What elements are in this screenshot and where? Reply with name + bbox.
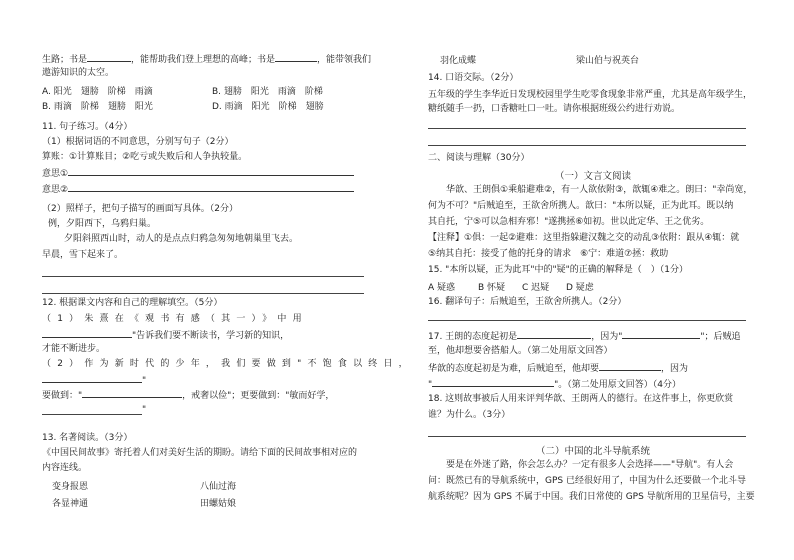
q13-row1 [42, 479, 362, 491]
q12-part2-line2: " [42, 373, 146, 387]
answer-blank[interactable] [622, 329, 700, 339]
q11-meaning2: 意思② [42, 182, 354, 196]
q10-options-row1 [42, 84, 362, 96]
q14-text2: 糖纸随手一扔，口香糖吐口一吐。请你根据班级公约进行劝说。 [428, 104, 681, 114]
answer-blank[interactable] [68, 166, 354, 176]
q12-part2-line3: 要做到：" ，戒奢以俭"；更要做到："敏而好学， [42, 388, 334, 402]
q17-line4: " "。（第二处用原文回答）（4分） [428, 377, 681, 391]
q11-part1: （1）根据词语的不同意思，分别写句子（2分） [42, 137, 234, 147]
answer-blank[interactable] [275, 52, 317, 62]
classic-text-line: 华歆、王朗俱①乘船避难②，有一人欲依附③，歆辄④难之。朗曰："幸尚宽， [446, 185, 753, 195]
q13-title: 13. 名著阅读。（3分） [42, 433, 133, 443]
q13-row3 [428, 53, 758, 65]
section2-2-title: （二）中国的北斗导航系统 [535, 446, 650, 457]
answer-line[interactable] [428, 320, 746, 321]
q16: 16. 翻译句子：后贼追至，王欲舍所携人。（2分） [428, 297, 627, 307]
answer-line[interactable] [428, 128, 746, 129]
option-d[interactable]: D. 雨滴 阳光 阶梯 翅膀 [212, 102, 324, 112]
left-column: 生路；书是 ，能帮助我们登上理想的高峰；书是 ，能带领我们 遨游知识的太空。 A. 阳光 翅膀 阶梯 雨滴 B. 翅膀 阳光 雨滴 阶梯 B. 雨滴 阶梯 翅膀 阳光 D. 雨滴 阳光 阶梯 翅膀 11. 句子练习。（4分） （1）根据词语的不同意思，分别写句子（2分） 算账：①计算账目；②吃亏或失败后和人争执较量。 意思① 意思② （2）照样子，把句子描写的画面写具体。（2分） 例，夕阳西下，乌鸦归巢。 夕阳斜照西山时，动人的是点点归鸦急匆匆地朝巢里飞去。 早晨，雪下起来了。 12. 根据课文内容和自己的理解填空。（5分） （1）朱熹在《观书有感（其一）》中用 "告诉我们要不断读书，学习新的知识， 才能不断进步。 （2）作为新时代的少年，我们要做到"不饱食以终日， " 要做到：" ，戒奢以俭"；更要做到："敏而好学， " 13. 名著阅读。（3分） 《中国民间故事》寄托着人们对美好生活的期盼。请给下面的民间故事相对应的 内容连线。 变身报恩 八仙过海 各显神通 田螺姑娘 [42, 0, 364, 560]
q18-line2: 谁？为什么。（3分） [428, 410, 511, 420]
q14-text1: 五年级的学生李华近日发现校园里学生吃零食现象非常严重，尤其是高年级学生， [428, 90, 753, 100]
story-item[interactable]: 变身报恩 [52, 482, 89, 492]
q11-title: 11. 句子练习。（4分） [42, 122, 133, 132]
q12-part1-line2: "告诉我们要不断读书，学习新的知识， [42, 328, 289, 342]
story-item[interactable]: 各显神通 [52, 499, 89, 509]
answer-line[interactable] [42, 414, 142, 415]
answer-line[interactable] [428, 436, 746, 437]
option-c[interactable]: B. 雨滴 阶梯 翅膀 阳光 [42, 102, 153, 112]
q11-example2: 夕阳斜照西山时，动人的是点点归鸦急匆匆地朝巢里飞去。 [64, 234, 299, 244]
q10-options-row2 [42, 99, 362, 111]
option-d[interactable]: D 疑虑 [566, 283, 594, 293]
answer-blank[interactable] [87, 52, 131, 62]
q13-text1: 《中国民间故事》寄托着人们对美好生活的期盼。请给下面的民间故事相对应的 [42, 448, 358, 458]
q14-title: 14. 口语交际。（2分） [428, 73, 519, 83]
right-column [428, 0, 758, 560]
q11-part2: （2）照样子，把句子描写的画面写具体。（2分） [42, 204, 238, 214]
answer-blank[interactable] [432, 377, 554, 387]
story-item[interactable]: 八仙过海 [200, 482, 237, 492]
beidou-text-line: 问：既然已有的导航系统中，GPS 已经很好用了，中国为什么还要做一个北斗导 [428, 476, 746, 486]
q10-line1: 生路；书是 ，能帮助我们登上理想的高峰；书是 ，能带领我们 [42, 52, 371, 66]
q10-line2: 遨游知识的太空。 [42, 68, 115, 78]
classic-text-line: 其自托，宁⑤可以急相弃邪！"遂携拯⑥如初。世以此定华、王之优劣。 [428, 217, 710, 227]
section2-1-title: （一）文言文阅读 [554, 171, 631, 182]
answer-line[interactable] [42, 276, 364, 277]
note-line: ⑤纳其自托：接受了他的托身的请求 ⑥宁：难道⑦拯：救助 [428, 249, 669, 259]
q13-text2: 内容连线。 [42, 463, 88, 473]
option-a[interactable]: A. 阳光 翅膀 阶梯 雨滴 [42, 87, 153, 97]
option-c[interactable]: C 迟疑 [522, 283, 550, 293]
q11-example1: 例，夕阳西下，乌鸦归巢。 [48, 219, 157, 229]
story-item[interactable]: 梁山伯与祝英台 [576, 56, 640, 66]
classic-text-line: 何为不可？"后贼追至，王欲舍所携人。歆曰："本所以疑，正为此耳。既以纳 [428, 201, 734, 211]
q17-line2: 至，他却想要舍搭船人。（第二处用原文回答） [428, 346, 613, 356]
answer-blank[interactable] [517, 329, 591, 339]
q12-title: 12. 根据课文内容和自己的理解填空。（5分） [42, 298, 223, 308]
story-item[interactable]: 羽化成蝶 [440, 56, 477, 66]
q11-definition: 算账：①计算账目；②吃亏或失败后和人争执较量。 [42, 152, 248, 162]
beidou-text-line: 航系统呢？因为 GPS 不属于中国。我们日常使的 GPS 导航所用的卫星信号，主要 [428, 492, 755, 502]
option-b[interactable]: B. 翅膀 阳光 雨滴 阶梯 [212, 87, 323, 97]
q12-part1-line1: （1）朱熹在《观书有感（其一）》中用 [42, 314, 308, 324]
answer-blank[interactable] [68, 182, 354, 192]
section2-title: 二、阅读与理解（30分） [428, 153, 530, 163]
beidou-text-line: 要是在外迷了路，你会怎么办？一定有很多人会选择——"导航"。有人会 [446, 460, 734, 470]
q13-row2 [42, 496, 362, 508]
answer-line[interactable] [42, 293, 364, 294]
note-line: 【注释】①俱：一起②避难：这里指躲避汉魏之交的动乱③依附：跟从④辄：就 [428, 233, 740, 243]
q12-part1-line3: 才能不断进步。 [42, 344, 106, 354]
option-a[interactable]: A 疑惑 [428, 283, 456, 293]
q17-line3: 华歆的态度起初是为难，后贼追至，他却要 ，因为 [428, 361, 688, 375]
q17-line1: 17. 王朗的态度起初是 ，因为" "；后贼追 [428, 329, 740, 343]
option-b[interactable]: B 怀疑 [478, 283, 506, 293]
answer-blank[interactable] [42, 373, 142, 383]
q11-example3: 早晨，雪下起来了。 [42, 250, 124, 260]
q15-options [428, 280, 758, 292]
answer-blank[interactable] [82, 388, 182, 398]
answer-blank[interactable] [599, 361, 661, 371]
q12-part2-line1: （2）作为新时代的少年，我们要做到"不饱食以终日， [42, 359, 414, 369]
q15: 15. "本所以疑，正为此耳"中的"疑"的正确的解释是（ ）（1分） [428, 265, 688, 275]
answer-blank[interactable] [42, 328, 132, 338]
q18-line1: 18. 这则故事被后人用来评判华歆、王朗两人的德行。在这件事上，你更欣赏 [428, 394, 734, 404]
answer-line[interactable] [428, 145, 746, 146]
q11-meaning1: 意思① [42, 166, 354, 180]
story-item[interactable]: 田螺姑娘 [200, 499, 237, 509]
